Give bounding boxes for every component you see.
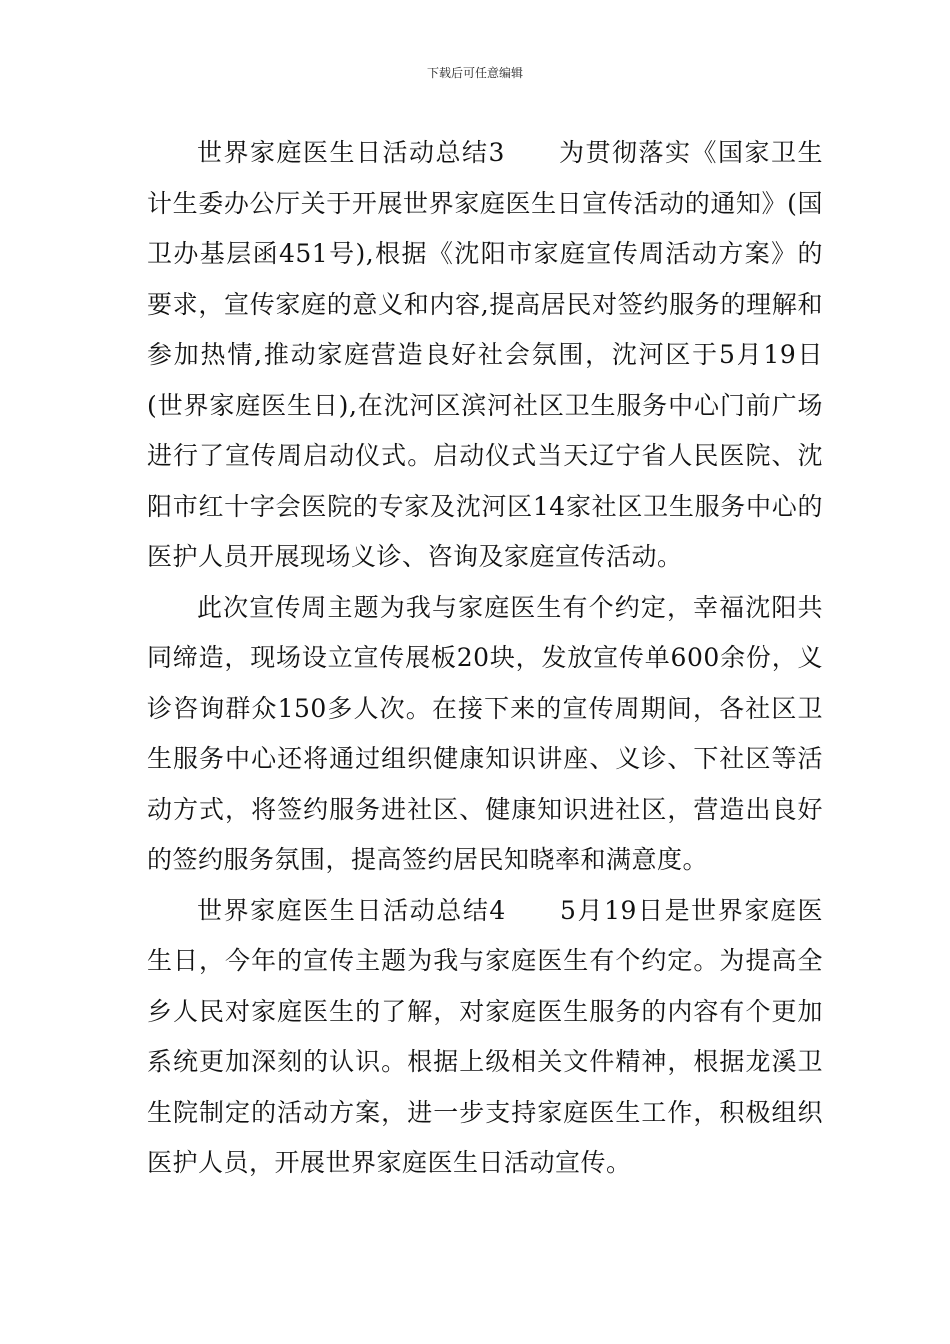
paragraph-2: 此次宣传周主题为我与家庭医生有个约定，幸福沈阳共同缔造，现场设立宣传展板20块，发放宣传单600余份，义诊咨询群众150多人次。在接下来的宣传周期间，各社区卫生服务中心还将通过组织健康知识讲座、义诊、下社区等活动方式，将签约服务进社区、健康知识进社区，营造出良好的签约服务氛围，提高签约居民知晓率和满意度。 bbox=[147, 592, 823, 874]
paragraph-1: 世界家庭医生日活动总结3 为贯彻落实《国家卫生计生委办公厅关于开展世界家庭医生日宣传活动的通知》(国卫办基层函451号),根据《沈阳市家庭宣传周活动方案》的要求，宣传家庭的意义和内容,提高居民对签约服务的理解和参加热情,推动家庭营造良好社会氛围，沈河区于5月19日(世界家庭医生日),在沈河区滨河社区卫生服务中心门前广场进行了宣传周启动仪式。启动仪式当天辽宁省人民医院、沈阳市红十字会医院的专家及沈河区14家社区卫生服务中心的医护人员开展现场义诊、咨询及家庭宣传活动。 bbox=[147, 138, 823, 571]
header-note: 下载后可任意编辑 bbox=[426, 66, 523, 80]
document-body bbox=[147, 128, 823, 1189]
paragraph-3: 世界家庭医生日活动总结4 5月19日是世界家庭医生日，今年的宣传主题为我与家庭医生有个约定。为提高全乡人民对家庭医生的了解，对家庭医生服务的内容有个更加系统更加深刻的认识。根据上级相关文件精神，根据龙溪卫生院制定的活动方案，进一步支持家庭医生工作，积极组织医护人员，开展世界家庭医生日活动宣传。 bbox=[147, 895, 823, 1177]
